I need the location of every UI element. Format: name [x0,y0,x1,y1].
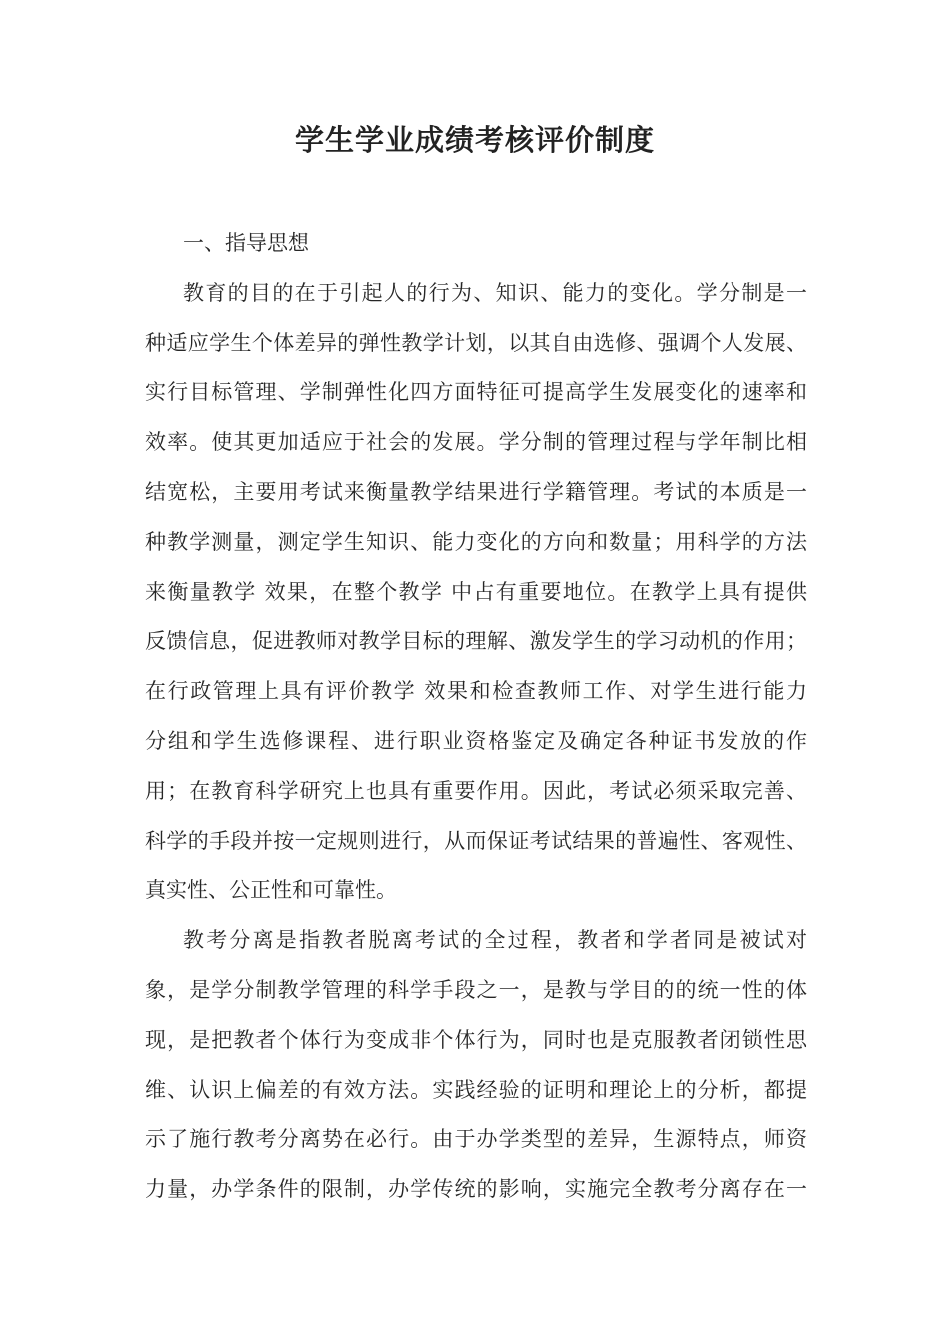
paragraph-line: 教考分离是指教者脱离考试的全过程，教者和学者同是被试对 [183,928,807,953]
document-body [145,219,807,1215]
paragraph-line: 示了施行教考分离势在必行。由于办学类型的差异，生源特点，师资 [145,1127,807,1152]
paragraph-line: 实行目标管理、学制弹性化四方面特征可提高学生发展变化的速率和 [145,380,807,405]
paragraph-line: 用；在教育科学研究上也具有重要作用。因此，考试必须采取完善、 [145,778,807,803]
paragraph-line: 教育的目的在于引起人的行为、知识、能力的变化。学分制是一 [183,280,807,305]
paragraph-line: 分组和学生选修课程、进行职业资格鉴定及确定各种证书发放的作 [145,728,807,753]
paragraph-line: 结宽松，主要用考试来衡量教学结果进行学籍管理。考试的本质是一 [145,479,807,504]
paragraph-line: 真实性、公正性和可靠性。 [145,878,397,903]
document-title: 学生学业成绩考核评价制度 [294,123,655,157]
paragraph-line: 种适应学生个体差异的弹性教学计划，以其自由选修、强调个人发展、 [145,330,807,355]
paragraph-line: 反馈信息，促进教师对教学目标的理解、激发学生的学习动机的作用； [145,629,807,654]
paragraph-line: 科学的手段并按一定规则进行，从而保证考试结果的普遍性、客观性、 [145,828,807,853]
paragraph-line: 象，是学分制教学管理的科学手段之一，是教与学目的的统一性的体 [145,977,807,1002]
paragraph-line: 在行政管理上具有评价教学 效果和检查教师工作、对学生进行能力 [145,679,807,704]
paragraph-line: 力量，办学条件的限制，办学传统的影响，实施完全教考分离存在一 [145,1177,807,1202]
paragraph-line: 现，是把教者个体行为变成非个体行为，同时也是克服教者闭锁性思 [145,1027,807,1052]
paragraph-line: 效率。使其更加适应于社会的发展。学分制的管理过程与学年制比相 [145,430,807,455]
paragraph-line: 种教学测量，测定学生知识、能力变化的方向和数量；用科学的方法 [145,529,807,554]
section-heading: 一、指导思想 [183,231,309,255]
paragraph-line: 来衡量教学 效果，在整个教学 中占有重要地位。在教学上具有提供 [145,579,807,604]
paragraph-line: 维、认识上偏差的有效方法。实践经验的证明和理论上的分析，都提 [145,1077,807,1102]
